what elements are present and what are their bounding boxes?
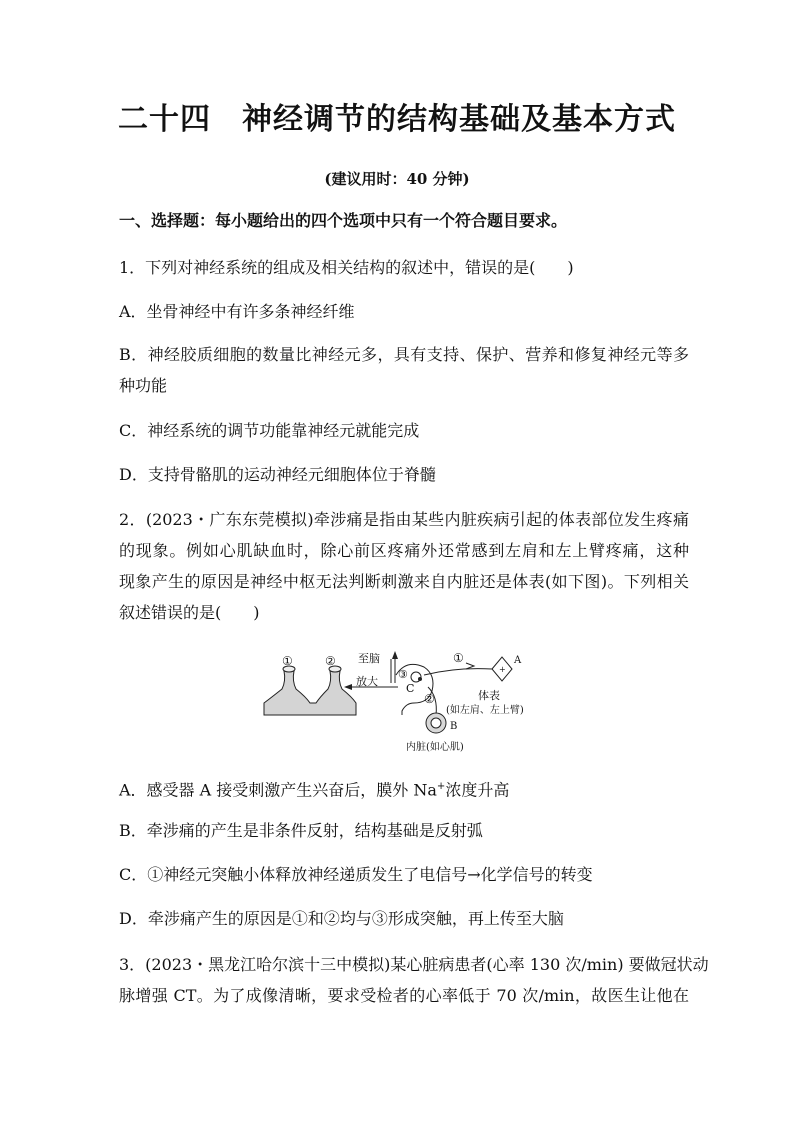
suggested-time: (建议用时：40 分钟) bbox=[324, 170, 470, 188]
question-2-option-c: C．①神经元突触小体释放神经递质发生了电信号→化学信号的转变 bbox=[119, 865, 593, 884]
fiber-1 bbox=[424, 669, 492, 675]
label-viscera: 内脏(如心肌) bbox=[406, 742, 464, 753]
question-2-option-a-text: A．感受器 A 接受刺激产生兴奋后，膜外 Na bbox=[119, 780, 437, 800]
question-1-option-b: B．神经胶质细胞的数量比神经元多，具有支持、保护、营养和修复神经元等多 bbox=[119, 345, 689, 364]
arrow-left-icon bbox=[344, 684, 352, 690]
label-amplify: 放大 bbox=[356, 675, 378, 688]
question-1-option-b-cont: 种功能 bbox=[119, 376, 168, 395]
question-2-option-b: B．牵涉痛的产生是非条件反射，结构基础是反射弧 bbox=[119, 821, 483, 840]
section-heading: 一、选择题：每小题给出的四个选项中只有一个符合题目要求。 bbox=[119, 211, 568, 230]
fiber-1-arrow-icon bbox=[466, 663, 474, 669]
synapse-knobs-illustration bbox=[264, 666, 356, 715]
question-2-option-d: D．牵涉痛产生的原因是①和②均与③形成突触，再上传至大脑 bbox=[119, 909, 564, 928]
arrow-up-icon bbox=[392, 651, 398, 659]
question-1-option-c: C．神经系统的调节功能靠神经元就能完成 bbox=[119, 421, 420, 440]
label-fiber-1: ① bbox=[453, 651, 464, 665]
label-b: B bbox=[450, 721, 458, 732]
question-2-option-a bbox=[119, 776, 689, 801]
label-a: A bbox=[514, 655, 522, 666]
label-neuron-1: ① bbox=[282, 654, 293, 668]
question-3-stem-line-1: 3．(2023・黑龙江哈尔滨十三中模拟)某心脏病患者(心率 130 次/min) 要做冠状动 bbox=[119, 955, 709, 974]
question-2-stem-line-4: 叙述错误的是( ) bbox=[119, 603, 260, 622]
label-body-surface-example: (如左肩、左上臂) bbox=[446, 705, 524, 716]
question-2-stem-line-1: 2．(2023・广东东莞模拟)牵涉痛是指由某些内脏疾病引起的体表部位发生疼痛 bbox=[119, 510, 689, 529]
question-1-stem: 1．下列对神经系统的组成及相关结构的叙述中，错误的是( ) bbox=[119, 258, 574, 277]
question-1-option-a: A．坐骨神经中有许多条神经纤维 bbox=[119, 302, 355, 321]
label-neuron-3: ③ bbox=[398, 668, 408, 681]
referred-pain-diagram bbox=[256, 645, 556, 757]
label-to-brain: 至脑 bbox=[358, 652, 380, 665]
label-c: C bbox=[406, 682, 415, 695]
receptor-a-sign-icon: + bbox=[499, 665, 506, 674]
sodium-charge-superscript: + bbox=[436, 781, 446, 792]
question-2-option-a-text-end: 浓度升高 bbox=[445, 780, 510, 800]
page-title: 二十四 神经调节的结构基础及基本方式 bbox=[118, 102, 676, 137]
label-fiber-2: ② bbox=[424, 692, 435, 706]
question-3-stem-line-2: 脉增强 CT。为了成像清晰，要求受检者的心率低于 70 次/min，故医生让他在 bbox=[119, 986, 689, 1005]
question-2-stem-line-2: 的现象。例如心肌缺血时，除心前区疼痛外还常感到左肩和左上臂疼痛，这种 bbox=[119, 541, 689, 560]
label-body-surface: 体表 bbox=[478, 689, 500, 702]
question-1-option-d: D．支持骨骼肌的运动神经元细胞体位于脊髓 bbox=[119, 465, 436, 484]
label-neuron-2: ② bbox=[325, 654, 336, 668]
organ-b-inner bbox=[431, 718, 441, 728]
synapse-dot bbox=[418, 677, 422, 681]
question-2-stem-line-3: 现象产生的原因是神经中枢无法判断刺激来自内脏还是体表(如下图)。下列相关 bbox=[119, 572, 689, 591]
